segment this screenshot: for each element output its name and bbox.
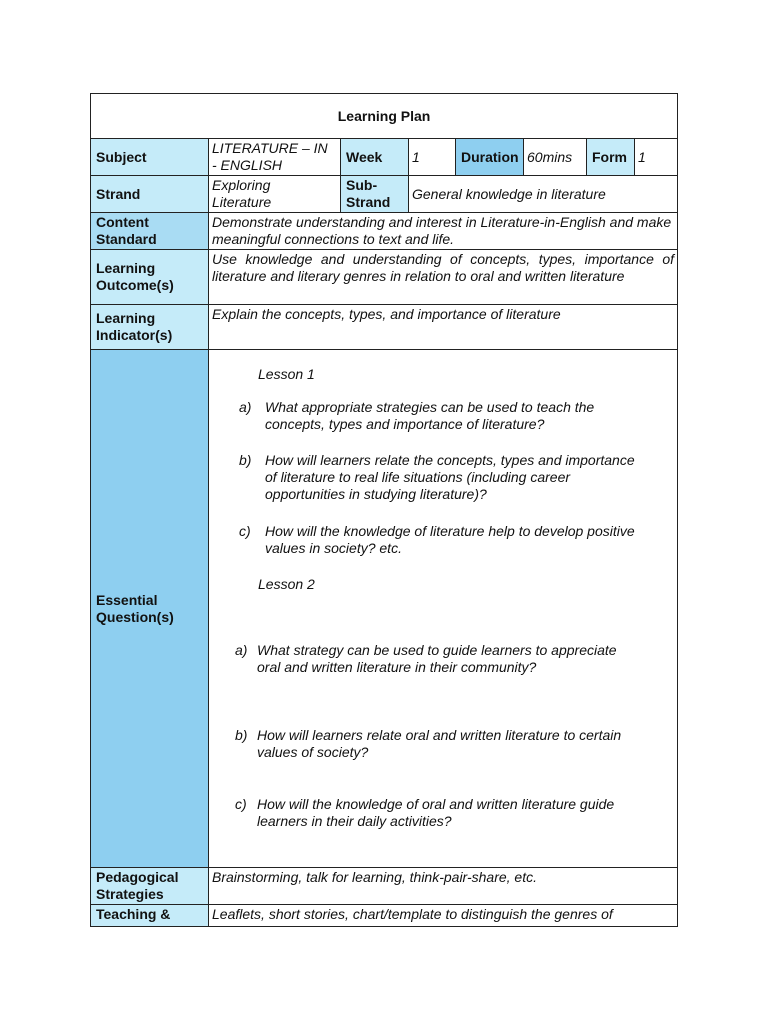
learning-outcomes-label [91,250,209,305]
learning-outcomes-row [91,250,678,305]
lesson1-q-c-line1: How will the knowledge of literature help to develop positive [265,523,635,539]
learning-outcomes-label-line1: Learning [96,260,156,276]
duration-value: 60mins [524,139,587,176]
lesson2-q-a-marker: a) [235,642,248,658]
strand-value-line1: Exploring [212,177,271,193]
learning-indicators-label-line1: Learning [96,310,156,326]
subject-value-line2: - ENGLISH [212,157,283,173]
lesson2-q-b-marker: b) [235,727,248,743]
week-label: Week [341,139,409,176]
lesson2-q-c-line1: How will the knowledge of oral and written literature guide [257,796,615,812]
pedagogical-strategies-value: Brainstorming, talk for learning, think-pair-share, etc. [209,868,678,905]
content-standard-label [91,213,209,250]
strand-label: Strand [91,176,209,213]
lesson2-q-c-marker: c) [235,796,247,812]
lesson1-q-a-line1: What appropriate strategies can be used to teach the [265,399,595,415]
essential-questions-content [209,350,678,868]
lesson2-heading: Lesson 2 [258,576,315,592]
learning-indicators-row [91,305,678,350]
pedagogical-strategies-label-line2: Strategies [96,886,164,902]
pedagogical-strategies-label-line1: Pedagogical [96,869,179,885]
subject-value [209,139,341,176]
essential-questions-label-line2: Question(s) [96,608,174,625]
lesson2-q-c [257,796,614,830]
strand-row [91,176,678,213]
substrand-label [341,176,409,213]
learning-indicators-label [91,305,209,350]
lesson1-q-c [265,523,635,557]
substrand-value: General knowledge in literature [409,176,678,213]
learning-plan-table [90,93,678,927]
form-label: Form [587,139,635,176]
subject-label: Subject [91,139,209,176]
essential-questions-label-line1: Essential [96,591,158,608]
week-value: 1 [409,139,456,176]
content-standard-row [91,213,678,250]
teaching-resources-row [91,905,678,927]
lesson2-q-a-line1: What strategy can be used to guide learners to appreciate [257,642,617,658]
learning-outcomes-value: Use knowledge and understanding of concepts, types, importance of literature and literary genres in relation to oral and written literature [209,250,678,305]
lesson2-q-a-line2: oral and written literature in their community? [257,659,537,675]
lesson1-q-a-line2: concepts, types and importance of literature? [265,416,545,432]
content-standard-label-line1: Content [96,214,149,230]
lesson2-q-b [257,727,621,761]
duration-label: Duration [456,139,524,176]
lesson1-q-a [265,399,594,433]
lesson1-q-b-line3: opportunities in studying literature)? [265,486,487,502]
lesson2-q-b-line1: How will learners relate oral and written literature to certain [257,727,622,743]
form-value: 1 [635,139,678,176]
subject-value-line1: LITERATURE – IN [212,140,328,156]
lesson1-q-b-line1: How will learners relate the concepts, types and importance [265,452,635,468]
essential-questions-label [91,350,209,868]
lesson1-q-a-marker: a) [239,399,252,415]
pedagogical-strategies-row [91,868,678,905]
lesson1-q-c-line2: values in society? etc. [265,540,402,556]
lesson1-q-c-marker: c) [239,523,251,539]
essential-questions-row [91,350,678,868]
lesson2-q-b-line2: values of society? [257,744,369,760]
lesson1-q-b-line2: of literature to real life situations (including career [265,469,571,485]
plan-title: Learning Plan [91,94,678,139]
learning-indicators-value: Explain the concepts, types, and importance of literature [209,305,678,350]
teaching-resources-label: Teaching & [91,905,209,927]
content-standard-value: Demonstrate understanding and interest in Literature-in-English and make meaningful connections to text and life. [209,213,678,250]
content-standard-label-line2: Standard [96,231,157,247]
learning-indicators-label-line2: Indicator(s) [96,327,173,343]
pedagogical-strategies-label [91,868,209,905]
subject-row [91,139,678,176]
lesson1-heading: Lesson 1 [258,366,315,382]
teaching-resources-value: Leaflets, short stories, chart/template to distinguish the genres of [209,905,678,927]
lesson2-q-a [257,642,617,676]
lesson1-q-b [265,452,635,503]
substrand-label-line2: Strand [346,194,391,210]
strand-value-line2: Literature [212,194,272,210]
lesson2-q-c-line2: learners in their daily activities? [257,813,452,829]
lesson1-q-b-marker: b) [239,452,252,468]
learning-outcomes-label-line2: Outcome(s) [96,277,174,293]
substrand-label-line1: Sub- [346,177,378,193]
strand-value [209,176,341,213]
